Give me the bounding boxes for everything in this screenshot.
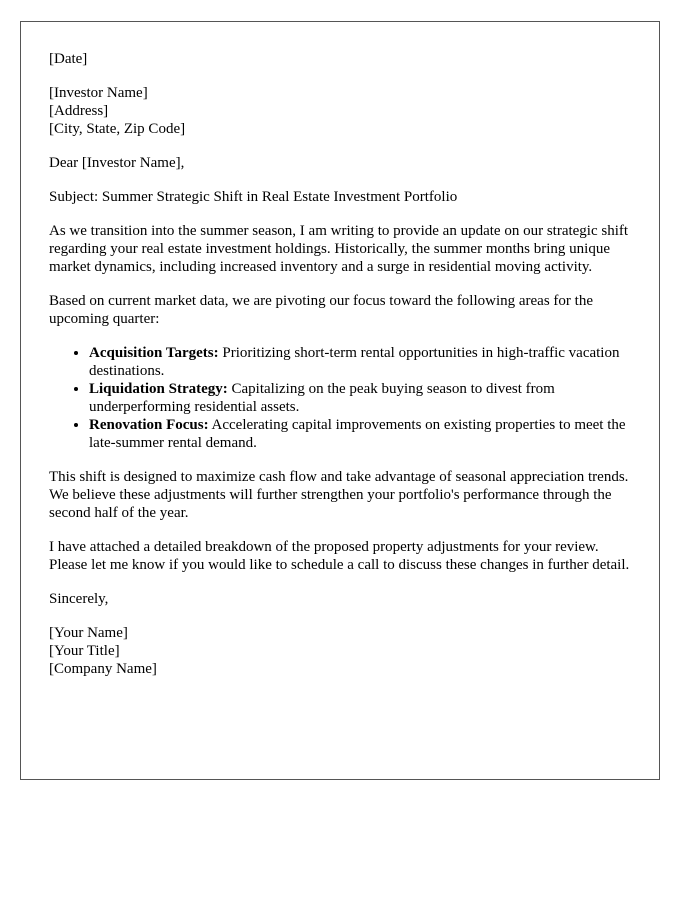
- recipient-address: [Address]: [49, 103, 109, 119]
- recipient-name: [Investor Name]: [49, 85, 148, 101]
- list-item-label: Renovation Focus:: [89, 417, 209, 433]
- list-item-text: Capitalizing on the peak buying season to divest from underperforming residential assets.: [89, 381, 555, 415]
- list-item: [89, 380, 631, 416]
- salutation: Dear [Investor Name],: [49, 155, 185, 171]
- letter-date: [Date]: [49, 51, 88, 67]
- body-paragraph-4: I have attached a detailed breakdown of the proposed property adjustments for your review. Please let me know if you would like to schedule a call to discuss these changes in further detail.: [49, 539, 630, 573]
- list-item-text: Accelerating capital improvements on existing properties to meet the late-summer rental demand.: [89, 417, 626, 451]
- list-item-text: Prioritizing short-term rental opportunities in high-traffic vacation destinations.: [89, 345, 620, 379]
- recipient-address-block: [49, 84, 631, 138]
- list-item-label: Liquidation Strategy:: [89, 381, 228, 397]
- list-item-label: Acquisition Targets:: [89, 345, 219, 361]
- recipient-city-state-zip: [City, State, Zip Code]: [49, 121, 186, 137]
- closing: Sincerely,: [49, 591, 109, 607]
- list-item: [89, 344, 631, 380]
- letter-page: [20, 21, 660, 780]
- signature-title: [Your Title]: [49, 643, 120, 659]
- body-paragraph-3: This shift is designed to maximize cash flow and take advantage of seasonal appreciation trends. We believe these adjustments will further strengthen your portfolio's performance through the second half of the year.: [49, 469, 629, 521]
- body-paragraph-2: Based on current market data, we are pivoting our focus toward the following areas for the upcoming quarter:: [49, 293, 593, 327]
- signature-company: [Company Name]: [49, 661, 157, 677]
- body-paragraph-1: As we transition into the summer season, I am writing to provide an update on our strategic shift regarding your real estate investment holdings. Historically, the summer months bring unique market dynamics, including increased inventory and a surge in residential moving activity.: [49, 223, 629, 275]
- list-item: [89, 416, 631, 452]
- date-block: [49, 50, 631, 68]
- subject-line: Subject: Summer Strategic Shift in Real Estate Investment Portfolio: [49, 189, 458, 205]
- signature-block: [49, 624, 631, 678]
- signature-name: [Your Name]: [49, 625, 128, 641]
- focus-areas-list: [49, 344, 631, 452]
